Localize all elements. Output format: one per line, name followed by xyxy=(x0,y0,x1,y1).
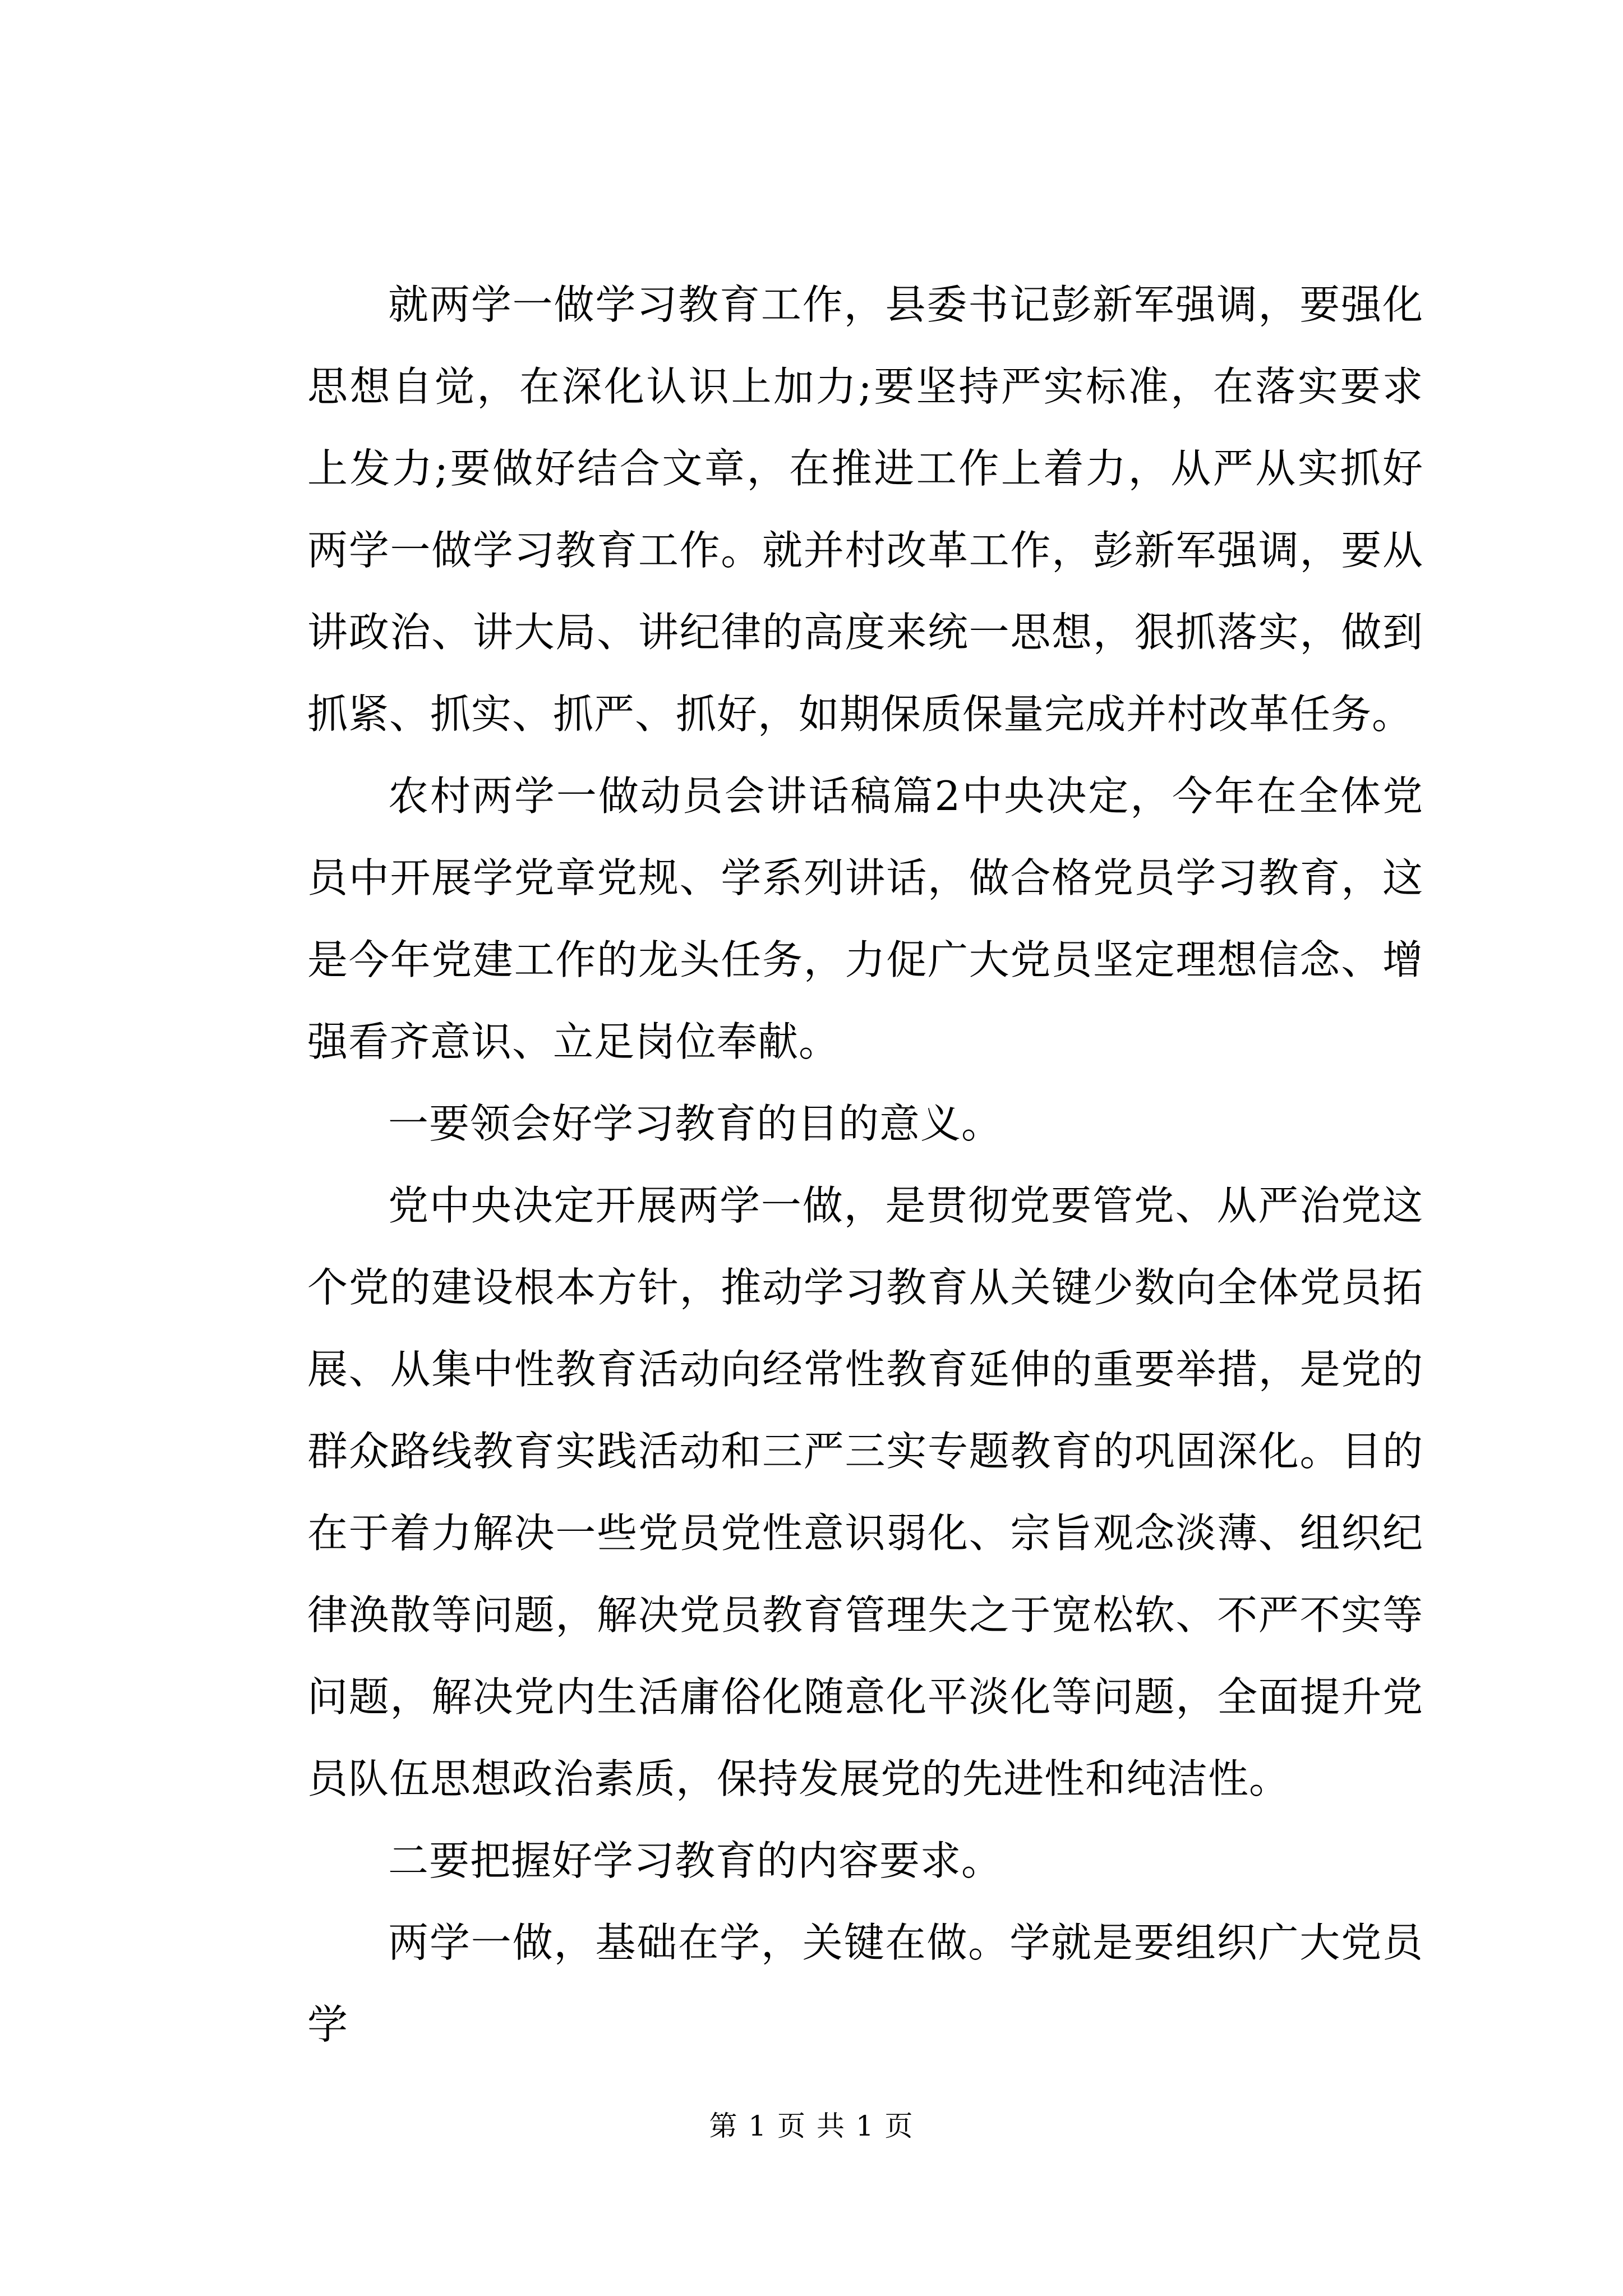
document-body xyxy=(307,264,1423,2065)
paragraph-4: 党中央决定开展两学一做，是贯彻党要管党、从严治党这个党的建设根本方针，推动学习教育从关键少数向全体党员拓展、从集中性教育活动向经常性教育延伸的重要举措，是党的群众路线教育实践活动和三严三实专题教育的巩固深化。目的在于着力解决一些党员党性意识弱化、宗旨观念淡薄、组织纪律涣散等问题，解决党员教育管理失之于宽松软、不严不实等问题，解决党内生活庸俗化随意化平淡化等问题，全面提升党员队伍思想政治素质，保持发展党的先进性和纯洁性。 xyxy=(307,1182,1423,1802)
paragraph-5: 二要把握好学习教育的内容要求。 xyxy=(388,1837,1003,1884)
paragraph-6: 两学一做，基础在学，关键在做。学就是要组织广大党员学 xyxy=(307,1919,1423,2048)
page-footer: 第 1 页 共 1 页 xyxy=(709,2110,914,2142)
paragraph-3: 一要领会好学习教育的目的意义。 xyxy=(388,1100,1003,1147)
paragraph-1: 就两学一做学习教育工作，县委书记彭新军强调，要强化思想自觉，在深化认识上加力;要坚持严实标准，在落实要求上发力;要做好结合文章，在推进工作上着力，从严从实抓好两学一做学习教育工作。就并村改革工作，彭新军强调，要从讲政治、讲大局、讲纪律的高度来统一思想，狠抓落实，做到抓紧、抓实、抓严、抓好，如期保质保量完成并村改革任务。 xyxy=(307,281,1423,738)
paragraph-2: 农村两学一做动员会讲话稿篇2中央决定，今年在全体党员中开展学党章党规、学系列讲话，做合格党员学习教育，这是今年党建工作的龙头任务，力促广大党员坚定理想信念、增强看齐意识、立足岗位奉献。 xyxy=(307,772,1423,1065)
